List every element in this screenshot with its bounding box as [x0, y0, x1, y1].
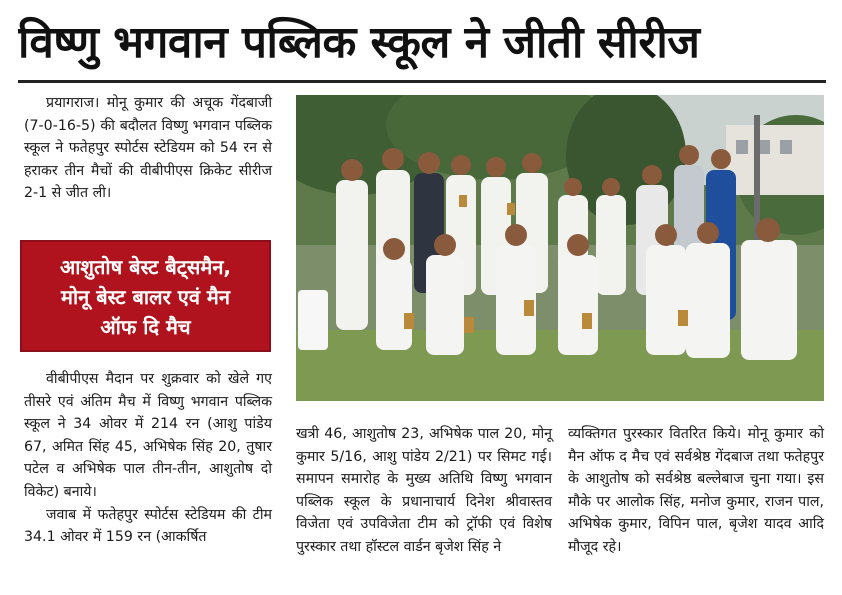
column-3	[568, 423, 824, 559]
column-1-paragraph-1: वीबीपीएस मैदान पर शुक्रवार को खेले गए तीसरे एवं अंतिम मैच में विष्णु भगवान पब्लिक स्कूल ने 34 ओवर में 214 रन (आशु पांडेय 67, अमित सिंह 45, अभिषेक सिंह 20, तुषार पटेल व अभिषेक पाल तीन-तीन, आशुतोष दो विकेट) बनाये।	[24, 371, 272, 500]
column-2	[296, 423, 552, 559]
intro-text: प्रयागराज। मोनू कुमार की अचूक गेंदबाजी (7-0-16-5) की बदौलत विष्णु भगवान पब्लिक स्कूल ने फतेहपुर स्पोर्टस स्टेडियम को 54 रन से हराकर तीन मैचों की वीबीपीएस क्रिकेट सीरीज 2-1 से जीत ली।	[24, 95, 272, 202]
headline: विष्णु भगवान पब्लिक स्कूल ने जीती सीरीज	[18, 17, 700, 68]
intro-paragraph	[24, 92, 272, 205]
team-photo	[296, 95, 824, 401]
headline-rule	[18, 80, 826, 83]
pull-quote-box	[20, 240, 271, 352]
column-1	[24, 368, 272, 549]
pull-quote-line-3: ऑफ दि मैच	[100, 315, 191, 339]
pull-quote-line-2: मोनू बेस्ट बालर एवं मैन	[61, 285, 230, 309]
column-3-text: व्यक्तिगत पुरस्कार वितरित किये। मोनू कुमार को मैन ऑफ द मैच एवं सर्वश्रेष्ठ गेंदबाज तथा फतेहपुर के आशुतोष को सर्वश्रेष्ठ बल्लेबाज चुना गया। इस मौके पर आलोक सिंह, मनोज कुमार, राजन पाल, अभिषेक कुमार, विपिन पाल, बृजेश यादव आदि मौजूद रहे।	[568, 426, 824, 555]
column-2-text: खत्री 46, आशुतोष 23, अभिषेक पाल 20, मोनू कुमार 5/16, आशु पांडेय 2/21) पर सिमट गई। समापन समारोह के मुख्य अतिथि विष्णु भगवान पब्लिक स्कूल के प्रधानाचार्य दिनेश श्रीवास्तव विजेता एवं उपविजेता टीम को ट्रॉफी एवं विशेष पुरस्कार तथा हॉस्टल वार्डन बृजेश सिंह ने	[296, 426, 552, 555]
column-1-paragraph-2: जवाब में फतेहपुर स्पोर्टस स्टेडियम की टीम 34.1 ओवर में 159 रन (आकर्षित	[24, 506, 272, 546]
pull-quote-line-1: आशुतोष बेस्ट बैट्समैन,	[59, 255, 232, 279]
